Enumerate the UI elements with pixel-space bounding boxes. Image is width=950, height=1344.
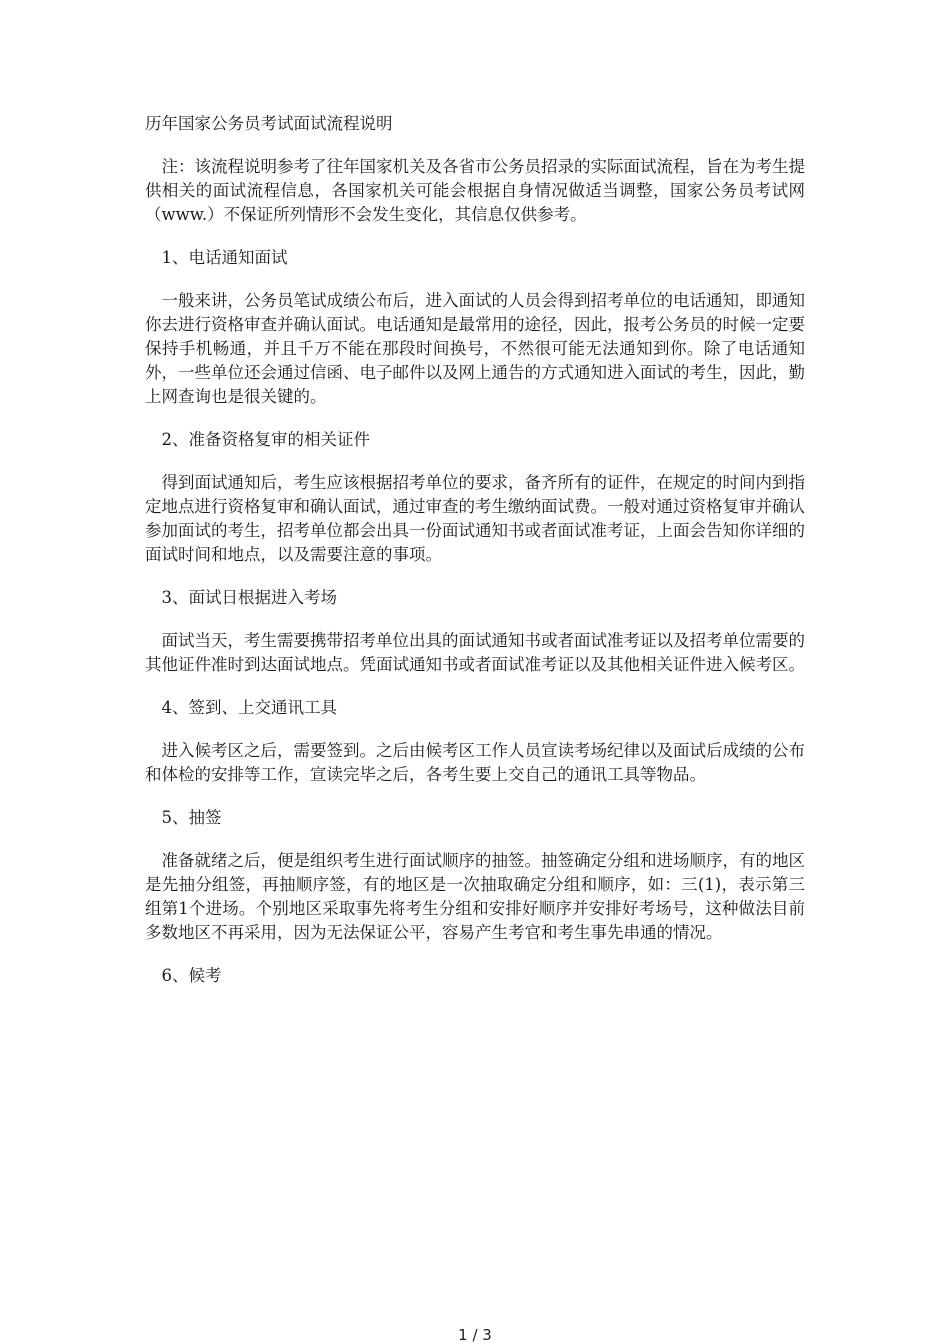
section-heading: 2、准备资格复审的相关证件 [161, 430, 370, 449]
section-heading: 1、电话通知面试 [161, 248, 288, 267]
section-body: 一般来讲，公务员笔试成绩公布后，进入面试的人员会得到招考单位的电话通知，即通知你去进行资格审查并确认面试。电话通知是最常用的途径，因此，报考公务员的时候一定要保持手机畅通，并且千万不能在那段时间换号，不然很可能无法通知到你。除了电话通知外，一些单位还会通过信函、电子邮件以及网上通告的方式通知进入面试的考生，因此，勤上网查询也是很关键的。 [145, 291, 805, 406]
document-body [145, 112, 805, 1007]
document-title: 历年国家公务员考试面试流程说明 [145, 114, 393, 133]
section-body: 得到面试通知后，考生应该根据招考单位的要求，备齐所有的证件，在规定的时间内到指定地点进行资格复审和确认面试，通过审查的考生缴纳面试费。一般对通过资格复审并确认参加面试的考生，招考单位都会出具一份面试通知书或者面试准考证，上面会告知你详细的面试时间和地点，以及需要注意的事项。 [145, 473, 805, 564]
note-paragraph: 注：该流程说明参考了往年国家机关及各省市公务员招录的实际面试流程，旨在为考生提供相关的面试流程信息，各国家机关可能会根据自身情况做适当调整，国家公务员考试网（www.）不保证所列情形不会发生变化，其信息仅供参考。 [145, 157, 805, 224]
page-number: 1 / 3 [458, 1326, 492, 1344]
section-body: 进入候考区之后，需要签到。之后由候考区工作人员宣读考场纪律以及面试后成绩的公布和体检的安排等工作，宣读完毕之后，各考生要上交自己的通讯工具等物品。 [145, 741, 805, 784]
section-heading: 6、候考 [161, 966, 222, 985]
section-heading: 3、面试日根据进入考场 [161, 588, 337, 607]
section-heading: 5、抽签 [161, 808, 222, 827]
section-heading: 4、签到、上交通讯工具 [161, 698, 337, 717]
section-body: 面试当天，考生需要携带招考单位出具的面试通知书或者面试准考证以及招考单位需要的其他证件准时到达面试地点。凭面试通知书或者面试准考证以及其他相关证件进入候考区。 [145, 631, 805, 674]
section-body: 准备就绪之后，便是组织考生进行面试顺序的抽签。抽签确定分组和进场顺序，有的地区是先抽分组签，再抽顺序签，有的地区是一次抽取确定分组和顺序，如：三(1)，表示第三组第1个进场。个别地区采取事先将考生分组和安排好顺序并安排好考场号，这种做法目前多数地区不再采用，因为无法保证公平，容易产生考官和考生事先串通的情况。 [145, 851, 805, 942]
